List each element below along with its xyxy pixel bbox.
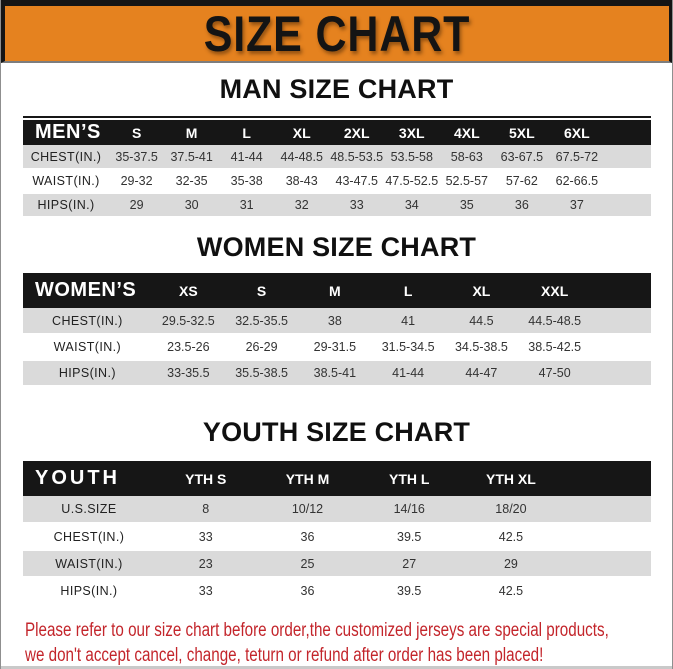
value-cell: 33 bbox=[155, 523, 257, 550]
value-cell: 34.5-38.5 bbox=[445, 334, 518, 360]
women-section-heading: WOMEN SIZE CHART bbox=[196, 232, 477, 262]
value-cell: 29-32 bbox=[109, 169, 164, 193]
footer-note bbox=[25, 618, 672, 668]
value-cell: 63-67.5 bbox=[494, 145, 549, 169]
footer-line-1: Please refer to our size chart before order,the customized jerseys are special products, bbox=[25, 620, 609, 641]
spacer-cell bbox=[562, 523, 651, 550]
row-label: WAIST(IN.) bbox=[23, 169, 109, 193]
value-cell: 43-47.5 bbox=[329, 169, 384, 193]
value-cell: 38.5-42.5 bbox=[518, 334, 591, 360]
title-banner bbox=[1, 6, 672, 63]
youth-size-table bbox=[23, 461, 651, 605]
row-label: HIPS(IN.) bbox=[23, 193, 109, 217]
size-header-cell: 4XL bbox=[453, 124, 480, 141]
value-cell: 44-48.5 bbox=[274, 145, 329, 169]
value-cell: 29-31.5 bbox=[298, 334, 371, 360]
value-cell: 33 bbox=[329, 193, 384, 217]
size-header-cell: L bbox=[403, 282, 413, 299]
value-cell: 14/16 bbox=[358, 496, 460, 523]
size-header-cell: XL bbox=[292, 124, 311, 141]
spacer-cell bbox=[604, 120, 651, 145]
men-section-heading: MAN SIZE CHART bbox=[219, 74, 454, 104]
row-label: WAIST(IN.) bbox=[23, 550, 155, 577]
size-header-cell: 5XL bbox=[508, 124, 535, 141]
size-header-cell: YTH S bbox=[185, 470, 227, 487]
value-cell: 48.5-53.5 bbox=[329, 145, 384, 169]
table-corner-label: MEN’S bbox=[35, 121, 101, 143]
men-table-wrap bbox=[23, 116, 651, 218]
spacer-cell bbox=[562, 550, 651, 577]
measure-row bbox=[23, 523, 651, 550]
size-header-cell: XXL bbox=[541, 282, 569, 299]
value-cell: 36 bbox=[257, 523, 359, 550]
footer-line-2: we don't accept cancel, change, teturn or refund after order has been placed! bbox=[25, 645, 544, 666]
men-size-table bbox=[23, 120, 651, 218]
value-cell: 25 bbox=[257, 550, 359, 577]
measure-row bbox=[23, 360, 651, 386]
row-label: CHEST(IN.) bbox=[23, 308, 152, 334]
spacer-cell bbox=[604, 169, 651, 193]
measure-row bbox=[23, 577, 651, 604]
value-cell: 29 bbox=[109, 193, 164, 217]
value-cell: 39.5 bbox=[358, 523, 460, 550]
value-cell: 44.5-48.5 bbox=[518, 308, 591, 334]
page-title: SIZE CHART bbox=[203, 5, 471, 62]
value-cell: 23 bbox=[155, 550, 257, 577]
size-header-cell: L bbox=[242, 124, 251, 141]
size-header-cell: M bbox=[185, 124, 198, 141]
value-cell: 34 bbox=[384, 193, 439, 217]
value-cell: 35-37.5 bbox=[109, 145, 164, 169]
youth-table-wrap bbox=[23, 461, 651, 605]
value-cell: 58-63 bbox=[439, 145, 494, 169]
women-table-wrap bbox=[23, 273, 651, 387]
women-size-table bbox=[23, 273, 651, 387]
value-cell: 38.5-41 bbox=[298, 360, 371, 386]
value-cell: 8 bbox=[155, 496, 257, 523]
value-cell: 33 bbox=[155, 577, 257, 604]
measure-row bbox=[23, 308, 651, 334]
value-cell: 42.5 bbox=[460, 577, 562, 604]
spacer-cell bbox=[604, 193, 651, 217]
size-header-cell: 2XL bbox=[343, 124, 370, 141]
value-cell: 18/20 bbox=[460, 496, 562, 523]
value-cell: 32-35 bbox=[164, 169, 219, 193]
size-header-cell: YTH XL bbox=[486, 470, 536, 487]
row-label: HIPS(IN.) bbox=[23, 360, 152, 386]
value-cell: 35.5-38.5 bbox=[225, 360, 298, 386]
row-label: WAIST(IN.) bbox=[23, 334, 152, 360]
size-header-cell: S bbox=[256, 282, 267, 299]
men-size-section bbox=[1, 75, 672, 218]
value-cell: 41 bbox=[372, 308, 445, 334]
value-cell: 36 bbox=[257, 577, 359, 604]
value-cell: 36 bbox=[494, 193, 549, 217]
size-header-cell: YTH L bbox=[388, 470, 430, 487]
size-header-cell: 6XL bbox=[564, 124, 590, 141]
size-header-cell: M bbox=[329, 282, 341, 299]
value-cell: 42.5 bbox=[460, 523, 562, 550]
spacer-cell bbox=[591, 360, 651, 386]
value-cell: 67.5-72 bbox=[549, 145, 604, 169]
value-cell: 39.5 bbox=[358, 577, 460, 604]
measure-row bbox=[23, 496, 651, 523]
value-cell: 33-35.5 bbox=[152, 360, 225, 386]
value-cell: 47.5-52.5 bbox=[384, 169, 439, 193]
youth-size-section bbox=[1, 418, 672, 605]
value-cell: 53.5-58 bbox=[384, 145, 439, 169]
header-row bbox=[23, 120, 651, 145]
value-cell: 38 bbox=[298, 308, 371, 334]
value-cell: 35 bbox=[439, 193, 494, 217]
spacer-cell bbox=[591, 308, 651, 334]
spacer-cell bbox=[562, 496, 651, 523]
header-row bbox=[23, 461, 651, 496]
row-label: CHEST(IN.) bbox=[23, 145, 109, 169]
measure-row bbox=[23, 169, 651, 193]
size-header-cell: 3XL bbox=[398, 124, 425, 141]
value-cell: 44-47 bbox=[445, 360, 518, 386]
spacer-cell bbox=[562, 577, 651, 604]
youth-section-heading: YOUTH SIZE CHART bbox=[202, 417, 471, 447]
value-cell: 37.5-41 bbox=[164, 145, 219, 169]
value-cell: 29.5-32.5 bbox=[152, 308, 225, 334]
table-corner-label: YOUTH bbox=[35, 467, 120, 489]
value-cell: 32 bbox=[274, 193, 329, 217]
value-cell: 29 bbox=[460, 550, 562, 577]
women-size-section bbox=[1, 233, 672, 387]
value-cell: 52.5-57 bbox=[439, 169, 494, 193]
value-cell: 32.5-35.5 bbox=[225, 308, 298, 334]
value-cell: 10/12 bbox=[257, 496, 359, 523]
measure-row bbox=[23, 334, 651, 360]
measure-row bbox=[23, 193, 651, 217]
row-label: CHEST(IN.) bbox=[23, 523, 155, 550]
value-cell: 44.5 bbox=[445, 308, 518, 334]
value-cell: 31 bbox=[219, 193, 274, 217]
spacer-cell bbox=[562, 461, 651, 496]
measure-row bbox=[23, 145, 651, 169]
value-cell: 62-66.5 bbox=[549, 169, 604, 193]
value-cell: 41-44 bbox=[219, 145, 274, 169]
value-cell: 31.5-34.5 bbox=[372, 334, 445, 360]
size-header-cell: XL bbox=[472, 282, 491, 299]
value-cell: 30 bbox=[164, 193, 219, 217]
value-cell: 57-62 bbox=[494, 169, 549, 193]
header-row bbox=[23, 273, 651, 308]
value-cell: 27 bbox=[358, 550, 460, 577]
value-cell: 38-43 bbox=[274, 169, 329, 193]
value-cell: 41-44 bbox=[372, 360, 445, 386]
value-cell: 23.5-26 bbox=[152, 334, 225, 360]
row-label: HIPS(IN.) bbox=[23, 577, 155, 604]
measure-row bbox=[23, 550, 651, 577]
spacer-cell bbox=[591, 273, 651, 308]
value-cell: 37 bbox=[549, 193, 604, 217]
spacer-cell bbox=[604, 145, 651, 169]
value-cell: 26-29 bbox=[225, 334, 298, 360]
size-header-cell: YTH M bbox=[285, 470, 330, 487]
value-cell: 35-38 bbox=[219, 169, 274, 193]
size-header-cell: XS bbox=[178, 282, 198, 299]
size-header-cell: S bbox=[131, 124, 142, 141]
row-label: U.S.SIZE bbox=[23, 496, 155, 523]
spacer-cell bbox=[591, 334, 651, 360]
value-cell: 47-50 bbox=[518, 360, 591, 386]
table-corner-label: WOMEN’S bbox=[35, 279, 137, 301]
